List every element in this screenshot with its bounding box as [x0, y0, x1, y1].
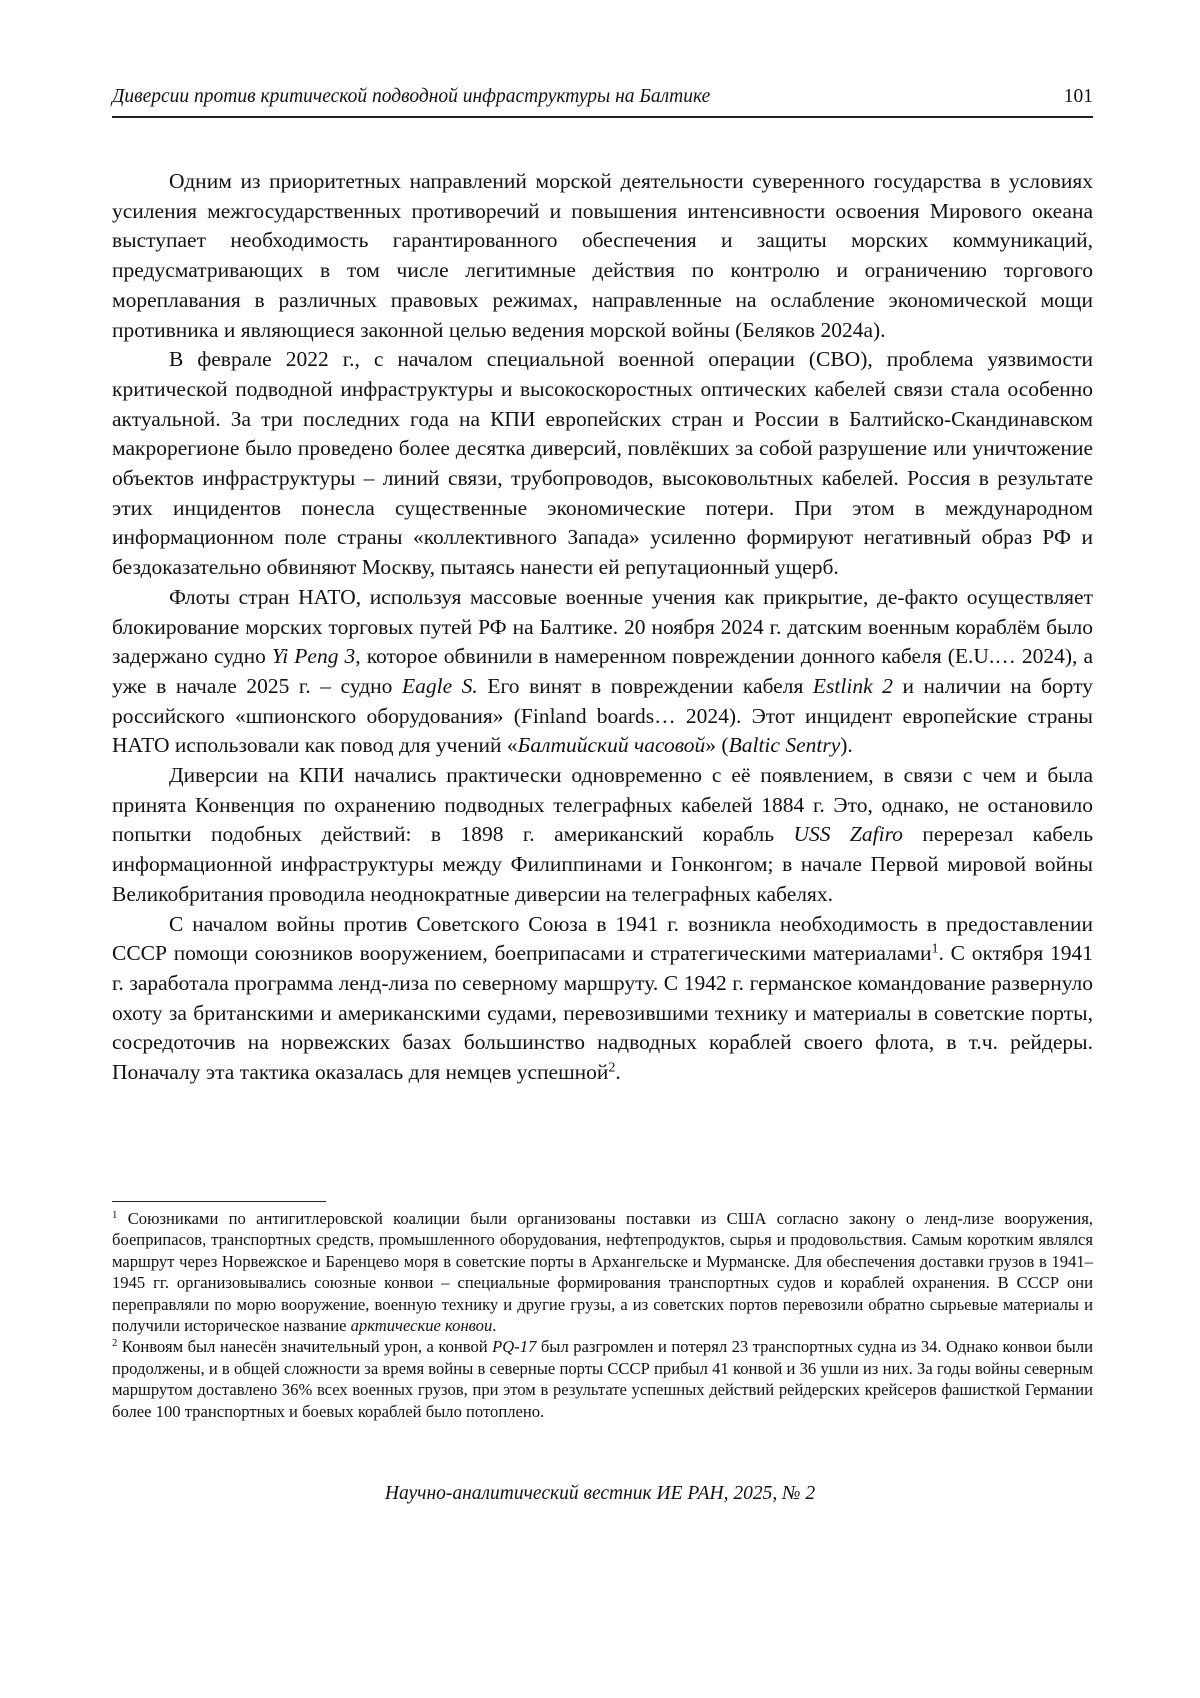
footnote-1: [112, 1208, 1093, 1336]
ship-name: Yi Peng 3: [271, 644, 356, 669]
footnote-end: .: [492, 1316, 497, 1336]
text-run: ).: [840, 733, 853, 758]
paragraph-5: [112, 910, 1093, 1088]
running-title: Диверсии против критической подводной инфраструктуры на Балтике: [112, 86, 711, 107]
paragraph-1: Одним из приоритетных направлений морской деятельности суверенного государства в условиях усиления межгосударственных противоречий и повышения интенсивности освоения Мирового океана выступает необходимость гарантированного обеспечения и защиты морских коммуникаций, предусматривающих в том числе легитимные действия по контролю и ограничению торгового мореплавания в различных правовых режимах, направленные на ослабление экономической мощи противника и являющиеся законной целью ведения морской войны (Беляков 2024a).: [112, 169, 1093, 342]
text-run: С началом войны против Советского Союза в 1941 г. возникла необходимость в предоставлении СССР помощи союзников вооружением, боеприпасами и стратегическими материалами: [112, 911, 1093, 966]
footnote-italic: PQ-17: [492, 1337, 537, 1357]
footnote-mark: 1: [112, 1209, 118, 1222]
footnote-italic: арктические конвои: [350, 1316, 493, 1336]
paragraph-4: [112, 761, 1093, 910]
footnote-ref-1[interactable]: 1: [931, 941, 939, 957]
journal-footer: Научно-аналитический вестник ИЕ РАН, 2025, № 2: [384, 1483, 816, 1504]
text-run: и наличии на борту российского «шпионского оборудования» (Finland boards… 2024). Этот инцидент европейские страны НАТО использовали как повод для учений «: [112, 673, 1093, 758]
footnote-mark: 2: [112, 1337, 118, 1350]
page-number: 101: [1063, 86, 1093, 107]
article-body: [112, 167, 1093, 1088]
footnote-2: [112, 1336, 1093, 1422]
text-run: Его винят в повреждении кабеля: [477, 673, 813, 698]
footnote-separator: [112, 1201, 326, 1202]
ship-name: Eagle S.: [401, 673, 478, 698]
paragraph-3: [112, 583, 1093, 761]
text-run: Флоты стран НАТО, используя массовые военные учения как прикрытие, де-факто осуществляет блокирование морских торговых путей РФ на Балтике. 20 ноября 2024 г. датским военным кораблём было задержано судно: [112, 584, 1093, 669]
paragraph-2: В феврале 2022 г., с началом специальной военной операции (СВО), проблема уязвимости критической подводной инфраструктуры и высокоскоростных оптических кабелей связи стала особенно актуальной. За три последних года на КПИ европейских стран и России в Балтийско-Скандинавском макрорегионе было проведено более десятка диверсий, повлёкших за собой разрушение или уничтожение объектов инфраструктуры – линий связи, трубопроводов, высоковольтных кабелей. Россия в результате этих инцидентов понесла существенные экономические потери. При этом в международном информационном поле страны «коллективного Запада» усиленно формируют негативный образ РФ и бездоказательно обвиняют Москву, пытаясь нанести ей репутационный ущерб.: [112, 347, 1093, 580]
footnote-text: Союзниками по антигитлеровской коалиции были организованы поставки из США согласно закону о ленд-лизе вооружения, боеприпасов, транспортных средств, промышленного оборудования, нефтепродуктов, сырья и продовольствия. Самым коротким являлся маршрут через Норвежское и Баренцево моря в советские порты в Архангельске и Мурманске. Для обеспечения доставки грузов в 1941–1945 гг. организовывались союзные конвои – специальные формирования транспортных судов и кораблей охранения. В СССР они переправляли по морю вооружение, военную технику и другие грузы, а из советских портов перевозили обратно сырьевые материалы и получили историческое название: [112, 1209, 1093, 1336]
text-run: Диверсии на КПИ начались практически одновременно с её появлением, в связи с чем и была принята Конвенция по охранению подводных телеграфных кабелей 1884 г. Это, однако, не остановило попытки подобных действий: в 1898 г. американский корабль: [112, 763, 1093, 847]
text-run: перерезал кабель информационной инфраструктуры между Филиппинами и Гонконгом; в начале Первой мировой войны Великобритания проводила неоднократные диверсии на телеграфных кабелях.: [112, 822, 1094, 906]
footnote-ref-2[interactable]: 2: [608, 1060, 616, 1076]
cable-name: Estlink 2: [812, 673, 893, 698]
footnote-text: Конвоям был нанесён значительный урон, а конвой: [117, 1337, 493, 1357]
text-run: , которое обвинили в намеренном повреждении донного кабеля (E.U.… 2024), а уже в начале 2025 г. – судно: [112, 644, 1094, 698]
running-header: [112, 86, 1093, 118]
footnotes: [112, 1208, 1093, 1422]
text-run: . С октября 1941 г. заработала программа ленд-лиза по северному маршруту. С 1942 г. германское командование развернуло охоту за британскими и американскими судами, перевозившими технику и материалы в советские порты, сосредоточив на норвежских базах большинство надводных кораблей своего флота, в т.ч. рейдеры. Поначалу эта тактика оказалась для немцев успешной: [112, 941, 1093, 1085]
text-run: .: [615, 1060, 621, 1085]
exercise-name-en: Baltic Sentry: [728, 733, 841, 758]
exercise-name-ru: Балтийский часовой: [517, 733, 706, 758]
ship-name: USS Zafiro: [793, 822, 903, 847]
footnote-text: был разгромлен и потерял 23 транспортных судна из 34. Однако конвои были продолжены, и в общей сложности за время войны в северные порты СССР прибыл 41 конвой и 36 ушли из них. За годы войны северным маршрутом доставлено 36% всех военных грузов, при этом в результате успешных действий рейдерских крейсеров фашисткой Германии более 100 транспортных и боевых кораблей было потоплено.: [112, 1337, 1093, 1421]
text-run: » (: [705, 733, 729, 758]
